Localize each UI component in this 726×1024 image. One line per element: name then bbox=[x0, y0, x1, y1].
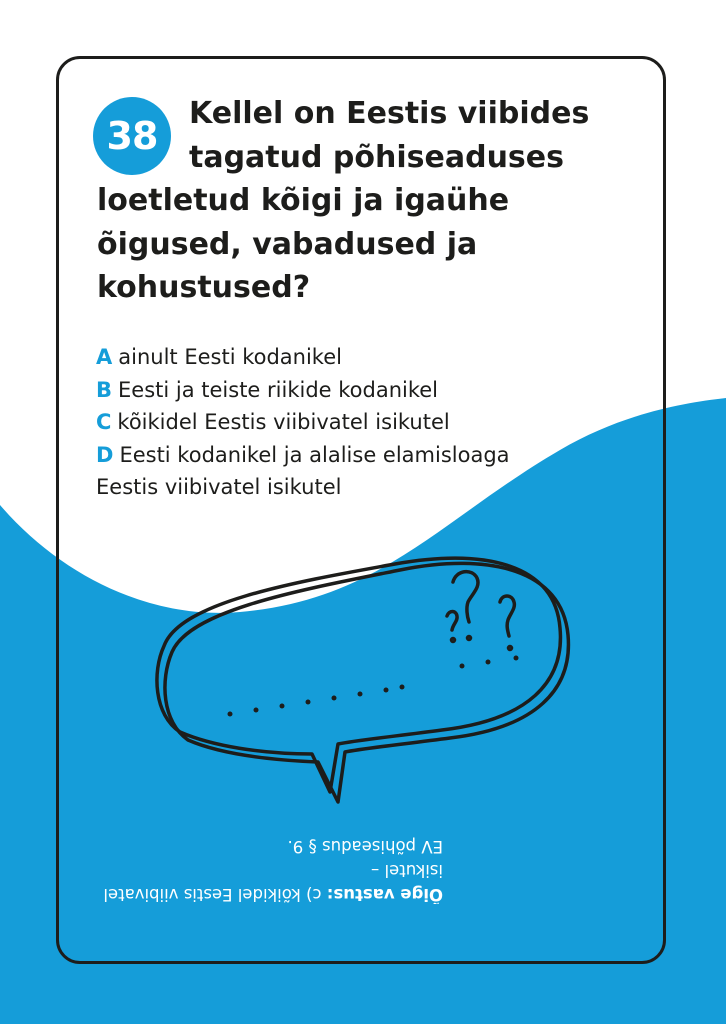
option-text: kõikidel Eestis viibivatel isikutel bbox=[117, 410, 450, 434]
option-letter: B bbox=[96, 377, 113, 402]
option-text: ainult Eesti kodanikel bbox=[118, 345, 342, 369]
option-c bbox=[96, 406, 556, 439]
option-text: Eesti ja teiste riikide kodanikel bbox=[118, 377, 439, 402]
answer-source: EV põhiseadus § 9. bbox=[287, 837, 443, 856]
question-line: tagatud põhiseaduses bbox=[189, 139, 564, 175]
question-text bbox=[97, 92, 597, 310]
option-text: Eesti kodanikel ja alalise elamisloaga Eestis viibivatel isikutel bbox=[96, 442, 510, 499]
option-letter: C bbox=[96, 410, 112, 434]
answer-label: Õige vastus: bbox=[326, 885, 443, 904]
option-a bbox=[96, 341, 556, 374]
question-line: kohustused? bbox=[97, 270, 311, 305]
answer-text: c) kõikidel Eestis viibivatel isikutel – bbox=[103, 861, 443, 904]
question-line: loetletud kõigi ja igaühe bbox=[97, 183, 510, 218]
option-b bbox=[96, 374, 556, 407]
question-number-badge: 38 bbox=[93, 97, 171, 175]
question-line: Kellel on Eestis viibides bbox=[189, 96, 590, 131]
answer-options bbox=[96, 341, 556, 504]
answer-footer-upside-down bbox=[43, 834, 443, 906]
option-letter: D bbox=[96, 442, 114, 467]
option-letter: A bbox=[96, 345, 113, 369]
question-line: õigused, vabadused ja bbox=[97, 226, 478, 262]
speech-bubble-question-icon bbox=[150, 540, 580, 810]
option-d bbox=[96, 439, 556, 504]
